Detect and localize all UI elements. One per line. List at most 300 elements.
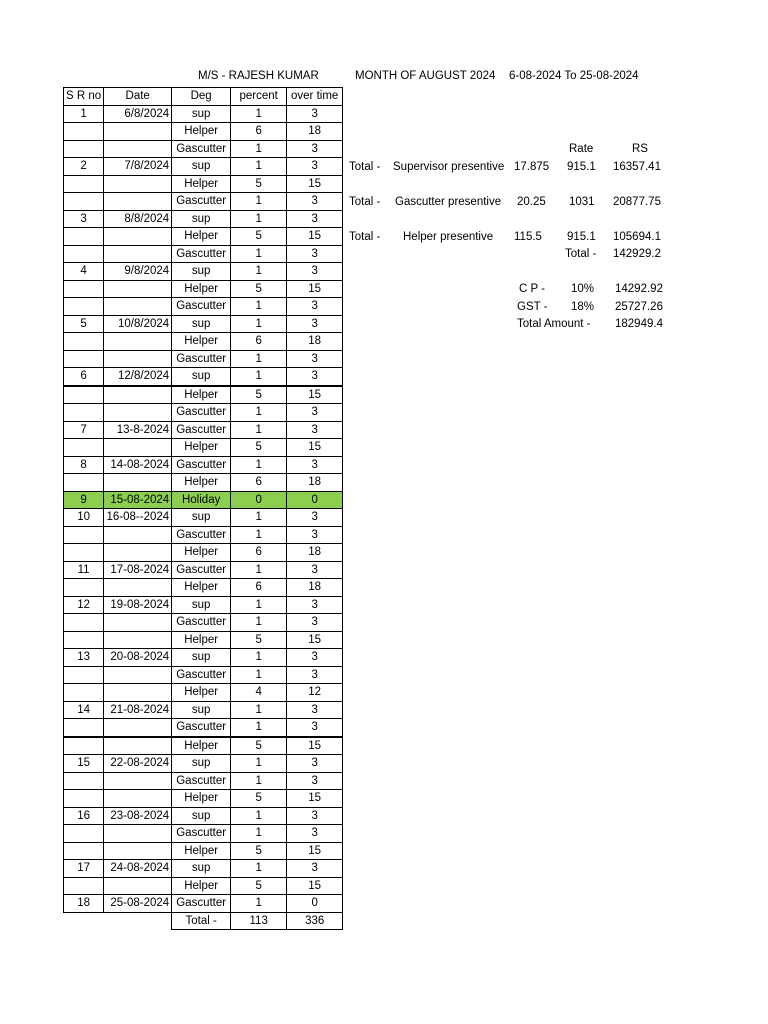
table-row xyxy=(64,684,343,702)
cell-srno xyxy=(64,790,104,808)
cell-overtime: 3 xyxy=(287,860,343,878)
table-body xyxy=(64,105,343,912)
cell-overtime: 3 xyxy=(287,807,343,825)
summary-rate-1: 915.1 xyxy=(567,161,596,173)
cell-deg: sup xyxy=(172,368,231,386)
cell-srno: 11 xyxy=(64,561,104,579)
col-header-srno: S R no xyxy=(64,88,104,106)
vendor-name: M/S - RAJESH KUMAR xyxy=(198,70,319,82)
table-row xyxy=(64,614,343,632)
cell-srno: 17 xyxy=(64,860,104,878)
table-row xyxy=(64,666,343,684)
cell-percent: 5 xyxy=(231,631,287,649)
cell-percent: 1 xyxy=(231,140,287,158)
cell-deg: Helper xyxy=(172,280,231,298)
cell-date xyxy=(104,825,172,843)
cell-overtime: 3 xyxy=(287,561,343,579)
table-row xyxy=(64,140,343,158)
cell-percent: 0 xyxy=(231,491,287,509)
cell-deg: Gascutter xyxy=(172,772,231,790)
cell-date: 9/8/2024 xyxy=(104,263,172,281)
cell-srno xyxy=(64,825,104,843)
cell-percent: 5 xyxy=(231,228,287,246)
cell-deg: sup xyxy=(172,755,231,773)
cell-srno: 15 xyxy=(64,755,104,773)
cell-deg: Gascutter xyxy=(172,421,231,439)
table-row xyxy=(64,649,343,667)
cell-date: 23-08-2024 xyxy=(104,807,172,825)
cell-deg: Gascutter xyxy=(172,456,231,474)
cell-overtime: 12 xyxy=(287,684,343,702)
cell-srno xyxy=(64,140,104,158)
cell-srno xyxy=(64,631,104,649)
cell-percent: 1 xyxy=(231,193,287,211)
cell-srno: 3 xyxy=(64,210,104,228)
cell-date xyxy=(104,719,172,737)
table-row xyxy=(64,175,343,193)
cell-deg: Gascutter xyxy=(172,895,231,913)
cell-date xyxy=(104,245,172,263)
table-row xyxy=(64,298,343,316)
cell-date xyxy=(104,772,172,790)
cp-label: C P - xyxy=(519,283,545,295)
cell-overtime: 3 xyxy=(287,614,343,632)
cell-srno xyxy=(64,666,104,684)
cell-deg: sup xyxy=(172,315,231,333)
cell-percent: 1 xyxy=(231,105,287,123)
cell-date: 7/8/2024 xyxy=(104,158,172,176)
cell-deg: sup xyxy=(172,105,231,123)
cell-percent: 1 xyxy=(231,350,287,368)
cell-overtime: 3 xyxy=(287,772,343,790)
cell-percent: 1 xyxy=(231,772,287,790)
cell-srno: 13 xyxy=(64,649,104,667)
cell-percent: 1 xyxy=(231,895,287,913)
cell-overtime: 3 xyxy=(287,245,343,263)
gst-percent: 18% xyxy=(571,301,595,313)
cell-percent: 5 xyxy=(231,790,287,808)
cell-date xyxy=(104,526,172,544)
cell-overtime: 3 xyxy=(287,298,343,316)
cell-percent: 6 xyxy=(231,579,287,597)
cell-percent: 1 xyxy=(231,596,287,614)
cell-deg: Helper xyxy=(172,579,231,597)
cell-percent: 1 xyxy=(231,404,287,422)
table-row xyxy=(64,544,343,562)
cell-overtime: 3 xyxy=(287,456,343,474)
table-row xyxy=(64,421,343,439)
cell-percent: 1 xyxy=(231,509,287,527)
cell-deg: Gascutter xyxy=(172,140,231,158)
cell-deg: sup xyxy=(172,509,231,527)
cell-date xyxy=(104,298,172,316)
cell-srno xyxy=(64,280,104,298)
rate-header: Rate xyxy=(569,143,594,155)
cell-srno xyxy=(64,772,104,790)
cell-deg: Helper xyxy=(172,737,231,755)
cell-deg: Gascutter xyxy=(172,719,231,737)
cell-percent: 1 xyxy=(231,649,287,667)
table-row xyxy=(64,631,343,649)
cell-deg: Gascutter xyxy=(172,298,231,316)
cell-deg: Helper xyxy=(172,877,231,895)
gst-label: GST - xyxy=(517,301,548,313)
cell-srno xyxy=(64,526,104,544)
table-row xyxy=(64,579,343,597)
cell-date xyxy=(104,123,172,141)
cell-deg: Gascutter xyxy=(172,350,231,368)
summary-rate-2: 1031 xyxy=(569,196,595,208)
cell-deg: Gascutter xyxy=(172,614,231,632)
cell-srno: 6 xyxy=(64,368,104,386)
cell-overtime: 18 xyxy=(287,333,343,351)
cell-overtime: 3 xyxy=(287,140,343,158)
cell-date: 12/8/2024 xyxy=(104,368,172,386)
total-row xyxy=(64,912,343,930)
cell-date xyxy=(104,614,172,632)
cell-srno xyxy=(64,123,104,141)
cell-overtime: 15 xyxy=(287,790,343,808)
cell-srno: 4 xyxy=(64,263,104,281)
cell-deg: sup xyxy=(172,158,231,176)
table-row xyxy=(64,158,343,176)
cell-srno: 12 xyxy=(64,596,104,614)
cell-percent: 4 xyxy=(231,684,287,702)
cell-overtime: 18 xyxy=(287,123,343,141)
cell-srno: 1 xyxy=(64,105,104,123)
cell-srno: 18 xyxy=(64,895,104,913)
cell-deg: sup xyxy=(172,701,231,719)
cell-percent: 1 xyxy=(231,719,287,737)
cell-srno: 10 xyxy=(64,509,104,527)
cell-date: 21-08-2024 xyxy=(104,701,172,719)
cell-deg: Helper xyxy=(172,842,231,860)
cell-overtime: 3 xyxy=(287,421,343,439)
cell-overtime: 15 xyxy=(287,175,343,193)
summary-rs-2: 20877.75 xyxy=(613,196,661,208)
cell-percent: 1 xyxy=(231,614,287,632)
cell-overtime: 3 xyxy=(287,526,343,544)
cell-percent: 6 xyxy=(231,544,287,562)
table-row xyxy=(64,474,343,492)
summary-desc-1: Supervisor presentive xyxy=(393,161,505,173)
cell-srno xyxy=(64,474,104,492)
cell-date xyxy=(104,333,172,351)
cell-deg: Helper xyxy=(172,228,231,246)
cell-srno xyxy=(64,877,104,895)
cell-deg: sup xyxy=(172,263,231,281)
cell-date xyxy=(104,175,172,193)
cell-overtime: 0 xyxy=(287,491,343,509)
table-row xyxy=(64,368,343,386)
summary-label-2: Total - xyxy=(349,196,381,208)
cell-overtime: 15 xyxy=(287,439,343,457)
summary-label-1: Total - xyxy=(349,161,381,173)
cell-srno xyxy=(64,175,104,193)
cell-date xyxy=(104,877,172,895)
cell-srno xyxy=(64,842,104,860)
cell-percent: 5 xyxy=(231,175,287,193)
subtotal-value: 142929.2 xyxy=(613,248,661,260)
cell-srno xyxy=(64,193,104,211)
table-row xyxy=(64,123,343,141)
cell-srno: 7 xyxy=(64,421,104,439)
cell-date: 20-08-2024 xyxy=(104,649,172,667)
cell-deg: Gascutter xyxy=(172,526,231,544)
cell-percent: 1 xyxy=(231,526,287,544)
cell-overtime: 3 xyxy=(287,596,343,614)
summary-rate-3: 915.1 xyxy=(567,231,596,243)
cell-deg: Gascutter xyxy=(172,193,231,211)
grand-total-label: Total Amount - xyxy=(517,318,591,330)
cell-percent: 5 xyxy=(231,386,287,404)
cell-deg: Helper xyxy=(172,439,231,457)
table-row xyxy=(64,877,343,895)
subtotal-label: Total - xyxy=(565,248,597,260)
cell-overtime: 15 xyxy=(287,386,343,404)
cell-overtime: 3 xyxy=(287,368,343,386)
table-row xyxy=(64,860,343,878)
table-header-row xyxy=(64,88,343,106)
cell-overtime: 3 xyxy=(287,404,343,422)
cell-percent: 6 xyxy=(231,333,287,351)
cell-srno xyxy=(64,386,104,404)
summary-label-3: Total - xyxy=(349,231,381,243)
cell-date xyxy=(104,544,172,562)
cell-overtime: 3 xyxy=(287,263,343,281)
cell-date xyxy=(104,228,172,246)
cell-overtime: 15 xyxy=(287,280,343,298)
cell-srno xyxy=(64,228,104,246)
cell-date xyxy=(104,684,172,702)
cell-percent: 1 xyxy=(231,158,287,176)
cell-srno xyxy=(64,404,104,422)
cell-overtime: 3 xyxy=(287,210,343,228)
cell-date xyxy=(104,579,172,597)
table-row xyxy=(64,245,343,263)
gst-value: 25727.26 xyxy=(615,301,663,313)
cell-deg: sup xyxy=(172,210,231,228)
cell-percent: 1 xyxy=(231,245,287,263)
cell-srno xyxy=(64,684,104,702)
cell-date xyxy=(104,280,172,298)
cell-percent: 1 xyxy=(231,561,287,579)
table-row xyxy=(64,263,343,281)
cell-percent: 5 xyxy=(231,877,287,895)
cell-date: 13-8-2024 xyxy=(104,421,172,439)
total-label: Total - xyxy=(172,912,231,930)
cell-srno xyxy=(64,245,104,263)
cell-overtime: 15 xyxy=(287,877,343,895)
cell-deg: Helper xyxy=(172,684,231,702)
table-row xyxy=(64,825,343,843)
cell-deg: Gascutter xyxy=(172,561,231,579)
cell-srno xyxy=(64,350,104,368)
table-row xyxy=(64,280,343,298)
cell-overtime: 3 xyxy=(287,825,343,843)
table-row xyxy=(64,737,343,755)
col-header-deg: Deg xyxy=(172,88,231,106)
cell-srno xyxy=(64,719,104,737)
cell-deg: Holiday xyxy=(172,491,231,509)
cell-overtime: 15 xyxy=(287,228,343,246)
table-row xyxy=(64,404,343,422)
cell-srno: 14 xyxy=(64,701,104,719)
table-row xyxy=(64,895,343,913)
table-row xyxy=(64,526,343,544)
cp-percent: 10% xyxy=(571,283,595,295)
cell-deg: Helper xyxy=(172,123,231,141)
cell-percent: 1 xyxy=(231,666,287,684)
cell-percent: 1 xyxy=(231,860,287,878)
cell-date xyxy=(104,386,172,404)
cell-percent: 6 xyxy=(231,123,287,141)
cell-overtime: 3 xyxy=(287,509,343,527)
cell-overtime: 15 xyxy=(287,631,343,649)
cell-date: 6/8/2024 xyxy=(104,105,172,123)
table-row xyxy=(64,596,343,614)
table-row xyxy=(64,772,343,790)
cell-percent: 1 xyxy=(231,456,287,474)
summary-qty-3: 115.5 xyxy=(514,231,542,243)
cell-overtime: 18 xyxy=(287,544,343,562)
cell-deg: sup xyxy=(172,649,231,667)
grand-total-value: 182949.4 xyxy=(615,318,663,330)
cell-date: 19-08-2024 xyxy=(104,596,172,614)
table-row xyxy=(64,333,343,351)
table-row xyxy=(64,755,343,773)
cell-deg: Helper xyxy=(172,474,231,492)
summary-desc-2: Gascutter presentive xyxy=(395,196,502,208)
cell-date: 22-08-2024 xyxy=(104,755,172,773)
period-range: 6-08-2024 To 25-08-2024 xyxy=(509,70,639,82)
cell-date: 24-08-2024 xyxy=(104,860,172,878)
total-percent: 113 xyxy=(231,912,287,930)
cell-percent: 1 xyxy=(231,421,287,439)
cell-percent: 1 xyxy=(231,825,287,843)
cell-deg: Helper xyxy=(172,544,231,562)
cell-deg: sup xyxy=(172,596,231,614)
cell-percent: 5 xyxy=(231,280,287,298)
cell-overtime: 15 xyxy=(287,737,343,755)
cell-overtime: 3 xyxy=(287,158,343,176)
cell-deg: Gascutter xyxy=(172,666,231,684)
table-row xyxy=(64,719,343,737)
cell-date xyxy=(104,474,172,492)
cell-percent: 1 xyxy=(231,298,287,316)
table-row xyxy=(64,509,343,527)
col-header-overtime: over time xyxy=(287,88,343,106)
cell-overtime: 3 xyxy=(287,719,343,737)
cell-srno xyxy=(64,737,104,755)
cell-percent: 1 xyxy=(231,807,287,825)
cp-value: 14292.92 xyxy=(615,283,663,295)
cell-overtime: 3 xyxy=(287,755,343,773)
cell-srno xyxy=(64,439,104,457)
cell-date xyxy=(104,404,172,422)
month-title: MONTH OF AUGUST 2024 xyxy=(355,70,496,82)
cell-percent: 1 xyxy=(231,755,287,773)
cell-deg: sup xyxy=(172,860,231,878)
cell-date: 14-08-2024 xyxy=(104,456,172,474)
cell-date: 8/8/2024 xyxy=(104,210,172,228)
total-overtime: 336 xyxy=(287,912,343,930)
cell-date: 25-08-2024 xyxy=(104,895,172,913)
cell-deg: Helper xyxy=(172,333,231,351)
table-row xyxy=(64,105,343,123)
cell-date xyxy=(104,631,172,649)
cell-percent: 5 xyxy=(231,737,287,755)
cell-percent: 1 xyxy=(231,315,287,333)
cell-srno: 2 xyxy=(64,158,104,176)
summary-rs-3: 105694.1 xyxy=(613,231,661,243)
cell-date: 10/8/2024 xyxy=(104,315,172,333)
summary-qty-1: 17.875 xyxy=(514,161,550,173)
cell-deg: Helper xyxy=(172,631,231,649)
table-row xyxy=(64,193,343,211)
table-row xyxy=(64,439,343,457)
cell-date xyxy=(104,842,172,860)
cell-overtime: 18 xyxy=(287,474,343,492)
cell-date: 17-08-2024 xyxy=(104,561,172,579)
cell-percent: 5 xyxy=(231,842,287,860)
cell-overtime: 3 xyxy=(287,666,343,684)
summary-qty-2: 20.25 xyxy=(517,196,546,208)
cell-deg: Helper xyxy=(172,175,231,193)
cell-percent: 1 xyxy=(231,263,287,281)
col-header-date: Date xyxy=(104,88,172,106)
cell-deg: Helper xyxy=(172,790,231,808)
cell-date xyxy=(104,790,172,808)
cell-srno xyxy=(64,579,104,597)
cell-overtime: 3 xyxy=(287,105,343,123)
cell-srno: 16 xyxy=(64,807,104,825)
cell-deg: Helper xyxy=(172,386,231,404)
cell-srno xyxy=(64,333,104,351)
cell-percent: 6 xyxy=(231,474,287,492)
cell-overtime: 15 xyxy=(287,842,343,860)
table-row xyxy=(64,701,343,719)
table-row xyxy=(64,842,343,860)
cell-percent: 1 xyxy=(231,210,287,228)
cell-percent: 5 xyxy=(231,439,287,457)
cell-percent: 1 xyxy=(231,368,287,386)
cell-date: 16-08--2024 xyxy=(104,509,172,527)
cell-date xyxy=(104,350,172,368)
table-row xyxy=(64,456,343,474)
table-row xyxy=(64,210,343,228)
cell-srno xyxy=(64,544,104,562)
table-row xyxy=(64,807,343,825)
cell-srno: 8 xyxy=(64,456,104,474)
table-row xyxy=(64,315,343,333)
summary-desc-3: Helper presentive xyxy=(403,231,494,243)
cell-srno: 9 xyxy=(64,491,104,509)
rs-header: RS xyxy=(632,143,648,155)
summary-rs-1: 16357.41 xyxy=(613,161,661,173)
table-row xyxy=(64,491,343,509)
attendance-table xyxy=(63,87,343,930)
cell-deg: Gascutter xyxy=(172,404,231,422)
table-row xyxy=(64,386,343,404)
cell-overtime: 3 xyxy=(287,193,343,211)
table-row xyxy=(64,561,343,579)
cell-date xyxy=(104,666,172,684)
cell-date xyxy=(104,737,172,755)
table-row xyxy=(64,228,343,246)
cell-date xyxy=(104,193,172,211)
cell-date xyxy=(104,140,172,158)
